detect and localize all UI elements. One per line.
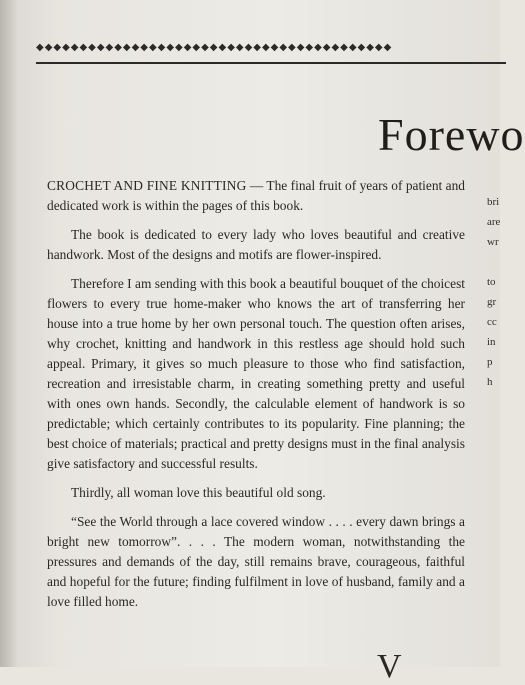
paragraph-2: The book is dedicated to every lady who loves beautiful and creative handwork. Most of the designs and motifs are flower-inspired. [47,227,465,262]
edge-fragment: are [487,216,501,228]
edge-fragment: h [487,376,493,388]
foreword-heading: Forewo [378,109,525,160]
decorative-border: ◆◆◆◆◆◆◆◆◆◆◆◆◆◆◆◆◆◆◆◆◆◆◆◆◆◆◆◆◆◆◆◆◆◆◆◆◆◆◆◆◆ [36,41,393,53]
paragraph-1-caps: CROCHET AND FINE KNITTING [47,178,247,193]
horizontal-rule [36,62,506,64]
edge-fragment: cc [487,316,497,328]
edge-fragment: in [487,336,496,348]
edge-fragment: p [487,356,493,368]
edge-fragment: gr [487,296,497,308]
edge-fragment: to [487,276,496,288]
foreword-body [47,176,465,621]
edge-fragment: bri [487,196,500,208]
paragraph-1 [47,176,465,216]
edge-fragment [487,252,507,272]
edge-fragment: wr [487,236,499,248]
paragraph-1-text: — The final fruit of years of patient and dedicated work is within the pages of this book. [47,178,465,213]
next-column-fragments [487,192,507,392]
paragraph-4: Thirdly, all woman love this beautiful old song. [71,485,326,500]
paragraph-5: “See the World through a lace covered window . . . . every dawn brings a bright new tomorrow”. . . . The modern woman, notwithstanding the pressures and demands of the day, still remains brave, courageous, faithful and hopeful for the future; finding fulfilment in love of husband, family and a love filled home. [47,514,465,609]
next-heading-fragment: V [377,648,402,685]
page-gutter-shadow [0,0,18,667]
paragraph-3: Therefore I am sending with this book a beautiful bouquet of the choicest flowers to every true home-maker who knows the art of transferring her house into a true home by her own personal touch. The question often arises, why crochet, knitting and handwork in this restless age should hold such appeal. Primary, it gives so much pleasure to those who find satisfaction, recreation and irresistable charm, in creating something pretty and useful with ones own hands. Secondly, the calculable element of handwork is so predictable; which certainly contributes to its popularity. Fine planning; the best choice of materials; practical and pretty designs must in the final analysis give satisfactory and successful results. [47,276,465,471]
